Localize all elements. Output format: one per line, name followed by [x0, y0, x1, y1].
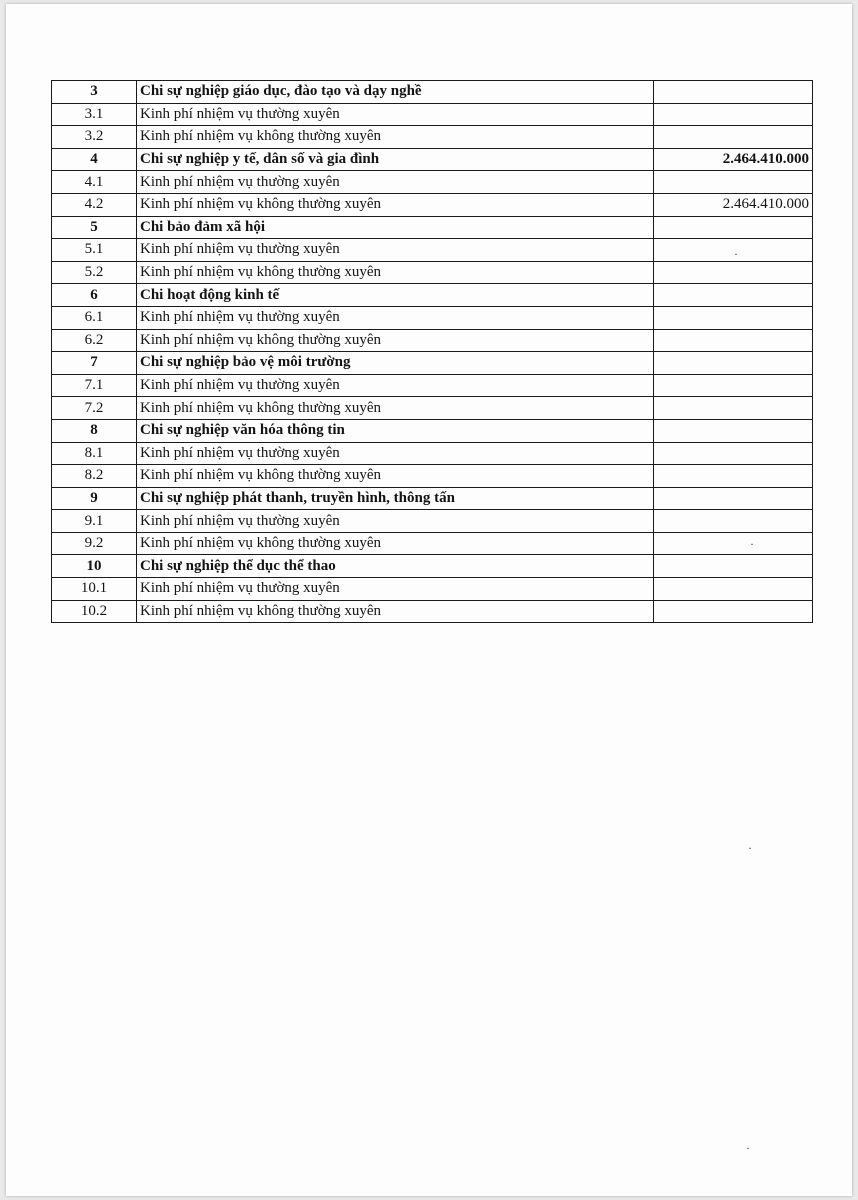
- table-row: [52, 261, 813, 284]
- row-number: 8.2: [52, 465, 137, 488]
- table-row: [52, 532, 813, 555]
- row-description: Chi sự nghiệp giáo dục, đào tạo và dạy nghề: [137, 81, 654, 104]
- row-description: Kinh phí nhiệm vụ không thường xuyên: [137, 261, 654, 284]
- section-row: [52, 284, 813, 307]
- row-description: Kinh phí nhiệm vụ không thường xuyên: [137, 532, 654, 555]
- section-row: [52, 81, 813, 104]
- scan-speck: ·: [748, 841, 752, 855]
- row-description: Kinh phí nhiệm vụ thường xuyên: [137, 578, 654, 601]
- scan-speck: ·: [746, 1141, 750, 1155]
- row-amount: [654, 81, 813, 104]
- row-description: Chi sự nghiệp bảo vệ môi trường: [137, 352, 654, 375]
- document-page: [6, 4, 852, 1196]
- row-description: Chi sự nghiệp phát thanh, truyền hình, thông tấn: [137, 487, 654, 510]
- row-description: Kinh phí nhiệm vụ không thường xuyên: [137, 397, 654, 420]
- row-amount: [654, 555, 813, 578]
- row-number: 10.1: [52, 578, 137, 601]
- row-description: Kinh phí nhiệm vụ không thường xuyên: [137, 193, 654, 216]
- row-amount: [654, 103, 813, 126]
- table-row: [52, 239, 813, 262]
- row-amount: [654, 510, 813, 533]
- row-description: Kinh phí nhiệm vụ thường xuyên: [137, 306, 654, 329]
- row-number: 7.2: [52, 397, 137, 420]
- row-number: 3: [52, 81, 137, 104]
- row-number: 9: [52, 487, 137, 510]
- table-row: [52, 600, 813, 623]
- row-description: Chi hoạt động kinh tế: [137, 284, 654, 307]
- row-number: 7: [52, 352, 137, 375]
- row-description: Kinh phí nhiệm vụ không thường xuyên: [137, 600, 654, 623]
- table-row: [52, 193, 813, 216]
- table-row: [52, 171, 813, 194]
- row-number: 5: [52, 216, 137, 239]
- row-amount: [654, 465, 813, 488]
- scan-speck: ·: [750, 537, 754, 551]
- row-number: 4: [52, 148, 137, 171]
- scan-speck: ·: [734, 247, 738, 261]
- row-amount: [654, 600, 813, 623]
- row-number: 5.1: [52, 239, 137, 262]
- table-row: [52, 578, 813, 601]
- row-number: 9.2: [52, 532, 137, 555]
- row-description: Kinh phí nhiệm vụ không thường xuyên: [137, 329, 654, 352]
- row-amount: [654, 487, 813, 510]
- row-amount: [654, 126, 813, 149]
- row-description: Chi bảo đảm xã hội: [137, 216, 654, 239]
- row-amount: [654, 352, 813, 375]
- row-number: 5.2: [52, 261, 137, 284]
- row-amount: [654, 329, 813, 352]
- row-description: Kinh phí nhiệm vụ không thường xuyên: [137, 126, 654, 149]
- row-amount: [654, 578, 813, 601]
- row-description: Kinh phí nhiệm vụ thường xuyên: [137, 374, 654, 397]
- row-number: 8.1: [52, 442, 137, 465]
- row-amount: [654, 532, 813, 555]
- budget-table-body: [52, 81, 813, 623]
- budget-table: [51, 80, 813, 623]
- row-number: 9.1: [52, 510, 137, 533]
- row-amount: [654, 306, 813, 329]
- table-row: [52, 397, 813, 420]
- table-row: [52, 465, 813, 488]
- row-number: 7.1: [52, 374, 137, 397]
- table-row: [52, 442, 813, 465]
- row-number: 4.2: [52, 193, 137, 216]
- table-row: [52, 374, 813, 397]
- table-row: [52, 329, 813, 352]
- row-number: 10: [52, 555, 137, 578]
- row-number: 6.1: [52, 306, 137, 329]
- section-row: [52, 555, 813, 578]
- row-description: Kinh phí nhiệm vụ thường xuyên: [137, 239, 654, 262]
- row-number: 3.2: [52, 126, 137, 149]
- table-row: [52, 126, 813, 149]
- row-amount: 2.464.410.000: [654, 148, 813, 171]
- row-amount: [654, 261, 813, 284]
- table-row: [52, 306, 813, 329]
- section-row: [52, 352, 813, 375]
- row-amount: [654, 374, 813, 397]
- section-row: [52, 216, 813, 239]
- row-description: Kinh phí nhiệm vụ thường xuyên: [137, 171, 654, 194]
- row-amount: [654, 239, 813, 262]
- table-row: [52, 103, 813, 126]
- row-description: Kinh phí nhiệm vụ thường xuyên: [137, 103, 654, 126]
- row-amount: [654, 397, 813, 420]
- row-number: 4.1: [52, 171, 137, 194]
- row-description: Kinh phí nhiệm vụ không thường xuyên: [137, 465, 654, 488]
- row-number: 3.1: [52, 103, 137, 126]
- row-amount: [654, 171, 813, 194]
- table-row: [52, 510, 813, 533]
- row-description: Kinh phí nhiệm vụ thường xuyên: [137, 510, 654, 533]
- row-description: Kinh phí nhiệm vụ thường xuyên: [137, 442, 654, 465]
- row-number: 8: [52, 419, 137, 442]
- row-description: Chi sự nghiệp y tế, dân số và gia đình: [137, 148, 654, 171]
- row-amount: 2.464.410.000: [654, 193, 813, 216]
- row-number: 6: [52, 284, 137, 307]
- section-row: [52, 419, 813, 442]
- row-number: 6.2: [52, 329, 137, 352]
- section-row: [52, 487, 813, 510]
- row-description: Chi sự nghiệp thể dục thể thao: [137, 555, 654, 578]
- row-amount: [654, 216, 813, 239]
- row-description: Chi sự nghiệp văn hóa thông tin: [137, 419, 654, 442]
- row-amount: [654, 442, 813, 465]
- row-number: 10.2: [52, 600, 137, 623]
- row-amount: [654, 419, 813, 442]
- section-row: [52, 148, 813, 171]
- row-amount: [654, 284, 813, 307]
